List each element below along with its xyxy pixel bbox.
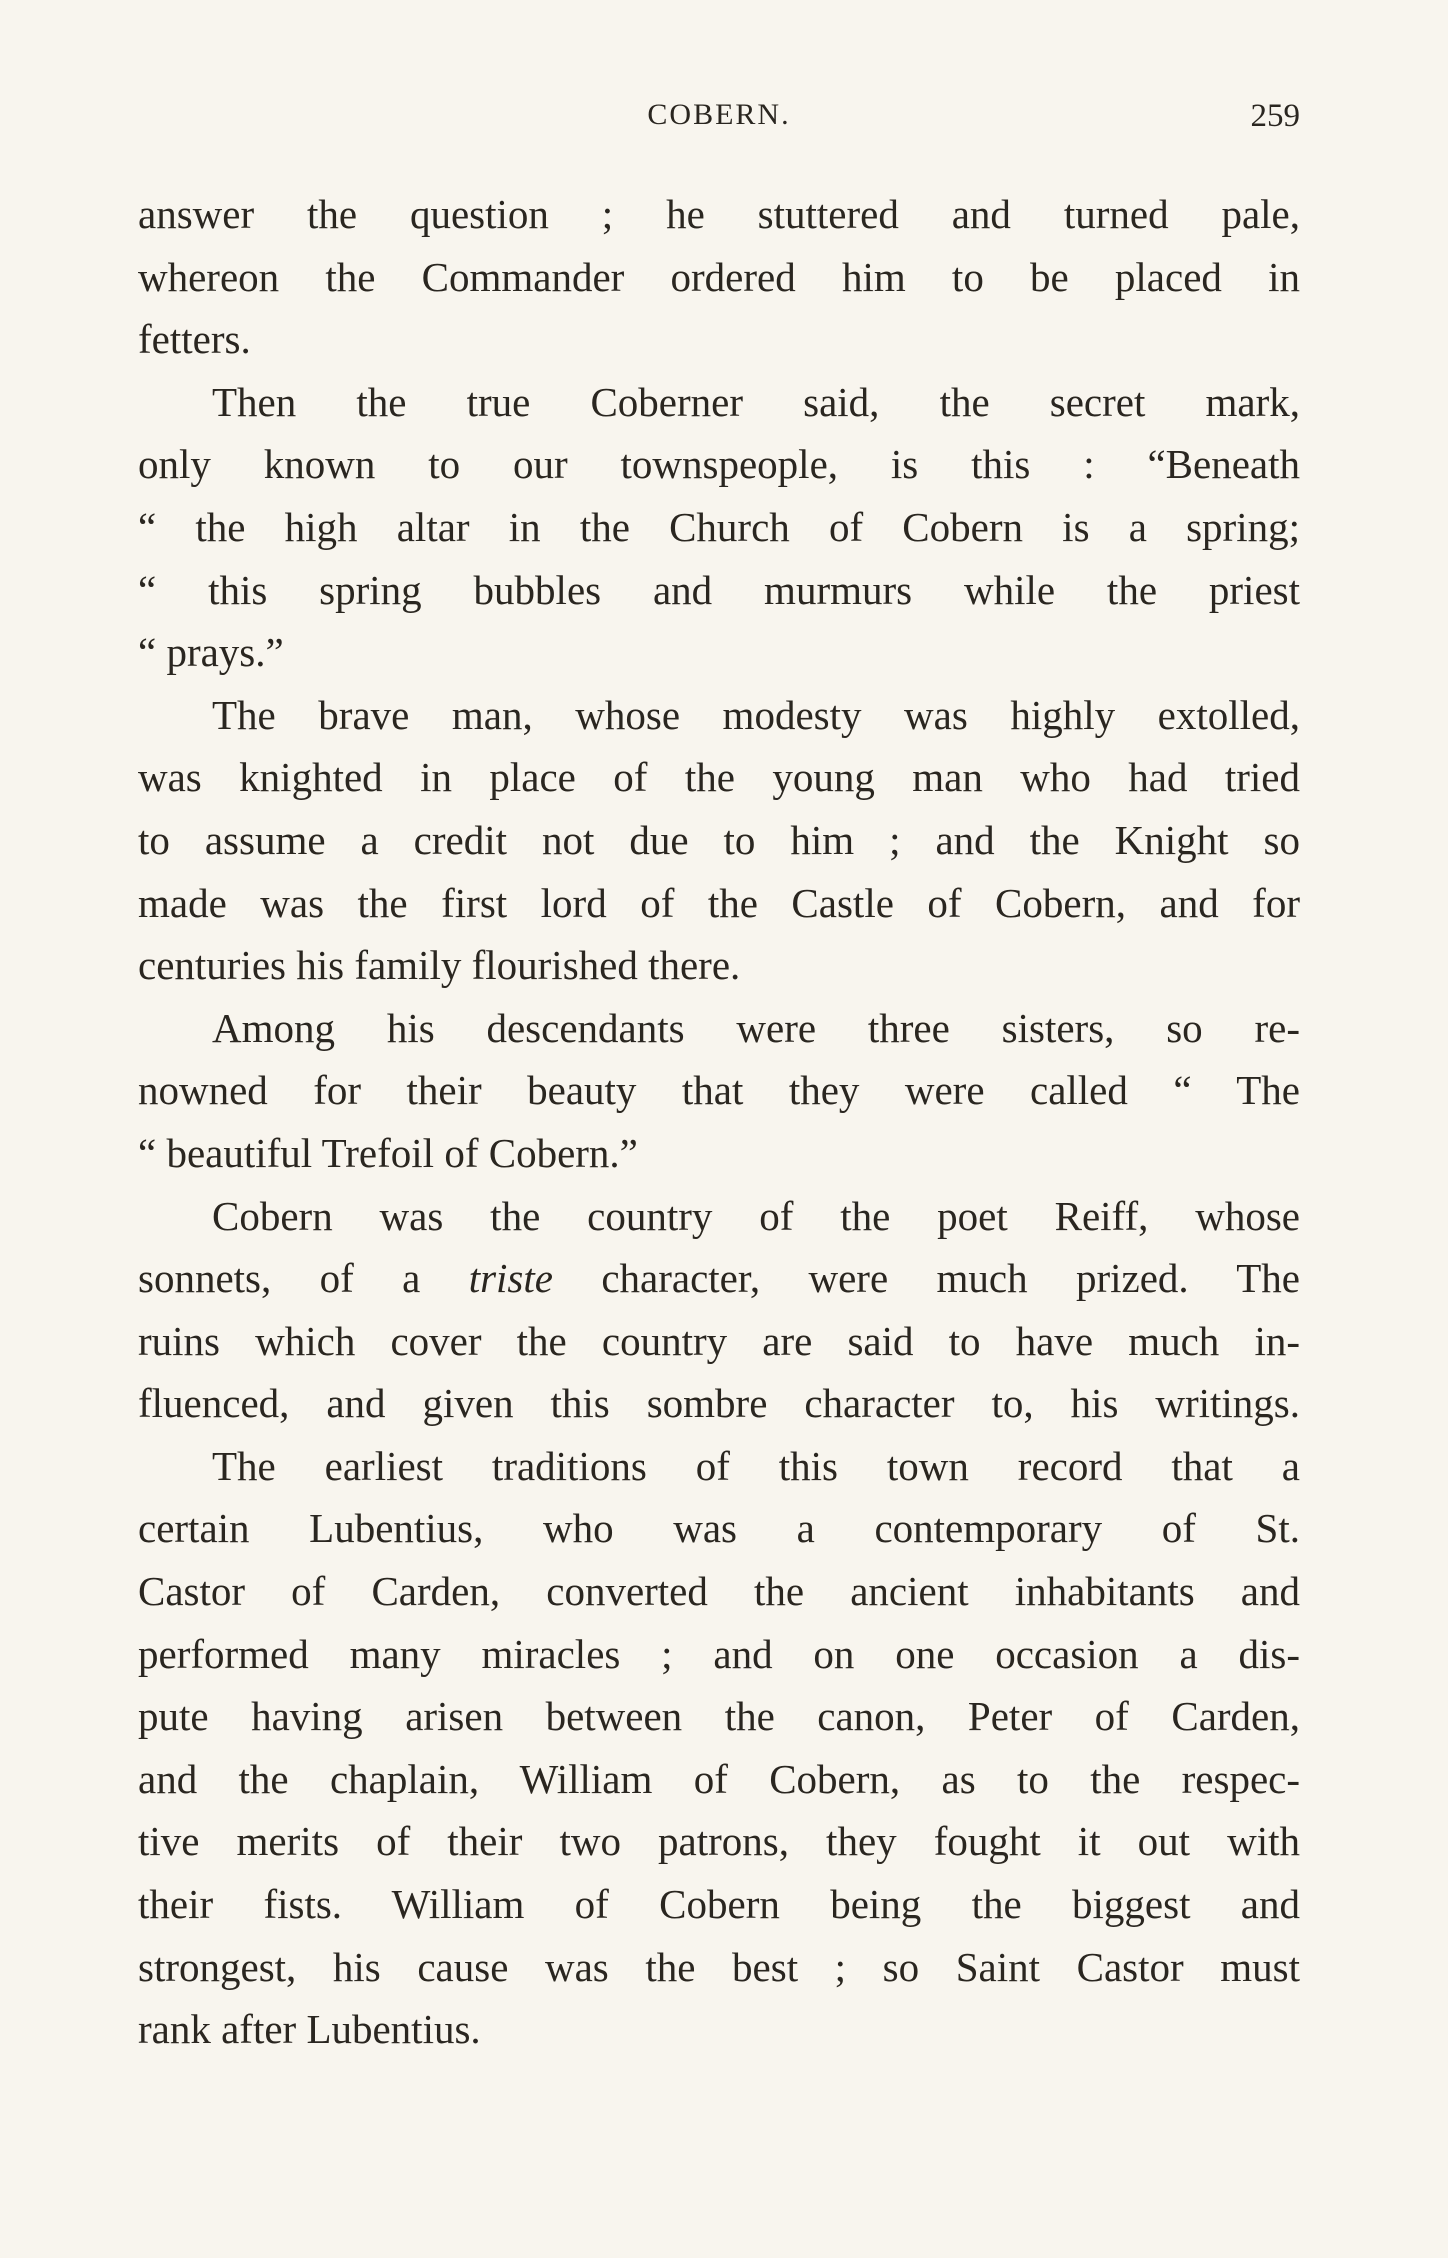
text-line: tive merits of their two patrons, they fought it out with [138, 1818, 1300, 1865]
body-text [138, 183, 1300, 2061]
text-line: The earliest traditions of this town record that a [212, 1442, 1300, 1489]
running-head [138, 98, 1300, 138]
text-line: Among his descendants were three sisters, so re- [212, 1004, 1300, 1051]
text-line: “ the high altar in the Church of Cobern is a spring; [138, 503, 1300, 550]
text-line: answer the question ; he stuttered and turned pale, [138, 191, 1300, 237]
text-line: rank after Lubentius. [138, 2006, 481, 2053]
text-line: Cobern was the country of the poet Reiff, whose [212, 1192, 1300, 1239]
text-line: Castor of Carden, converted the ancient inhabitants and [138, 1568, 1300, 1615]
text-line: “ this spring bubbles and murmurs while the priest [138, 566, 1300, 613]
text-segment: character, were much prized. The [552, 1255, 1300, 1302]
text-line: and the chaplain, William of Cobern, as to the respec- [138, 1755, 1300, 1802]
text-line: strongest, his cause was the best ; so Saint Castor must [138, 1943, 1300, 1990]
text-line: certain Lubentius, who was a contemporary of St. [138, 1505, 1300, 1552]
text-line: whereon the Commander ordered him to be placed in [138, 253, 1300, 300]
text-line: nowned for their beauty that they were called “ The [138, 1067, 1300, 1114]
text-line: “ prays.” [138, 629, 284, 676]
text-line: ruins which cover the country are said to have much in- [138, 1317, 1300, 1364]
text-line [138, 1247, 1300, 1310]
text-line: fluenced, and given this sombre character to, his writings. [138, 1380, 1300, 1427]
text-line: to assume a credit not due to him ; and the Knight so [138, 816, 1300, 863]
text-line: only known to our townspeople, is this : “Beneath [138, 441, 1300, 488]
text-segment: sonnets, of a [138, 1255, 469, 1302]
text-line: pute having arisen between the canon, Peter of Carden, [138, 1693, 1300, 1740]
text-line: their fists. William of Cobern being the biggest and [138, 1881, 1300, 1928]
text-line: centuries his family flourished there. [138, 942, 741, 989]
page-number: 259 [1250, 98, 1300, 134]
text-line: Then the true Coberner said, the secret mark, [212, 378, 1300, 425]
running-title: COBERN. [647, 98, 791, 131]
text-line: “ beautiful Trefoil of Cobern.” [138, 1129, 638, 1176]
italic-word: triste [468, 1255, 553, 1302]
text-line: made was the first lord of the Castle of Cobern, and for [138, 879, 1300, 926]
text-line: was knighted in place of the young man who had tried [138, 754, 1300, 801]
text-line: The brave man, whose modesty was highly extolled, [212, 691, 1300, 738]
text-line: fetters. [138, 316, 251, 363]
text-line: performed many miracles ; and on one occasion a dis- [138, 1630, 1300, 1677]
